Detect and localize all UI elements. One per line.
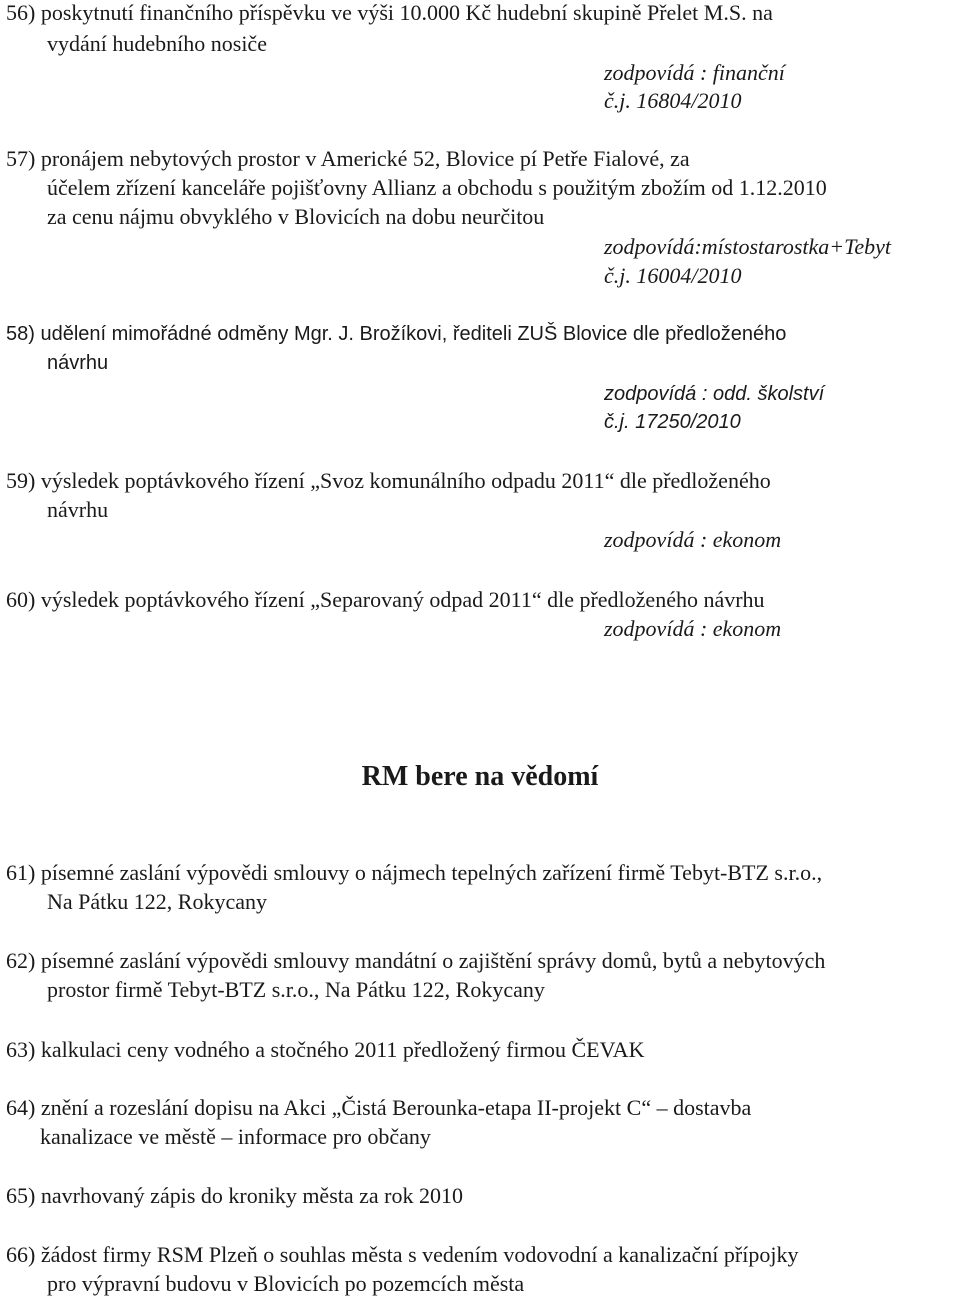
item-59-responsible: zodpovídá : ekonom <box>604 527 782 552</box>
note-62-line-1: 62) písemné zaslání výpovědi smlouvy mandátní o zajištění správy domů, bytů a nebytových <box>6 948 826 973</box>
note-64-line-2: kanalizace ve městě – informace pro občany <box>40 1124 431 1149</box>
item-57-line-3: za cenu nájmu obvyklého v Blovicích na dobu neurčitou <box>47 204 545 229</box>
item-58-reference: č.j. 17250/2010 <box>604 411 741 433</box>
item-59-line-1: 59) výsledek poptávkového řízení „Svoz komunálního odpadu 2011“ dle předloženého <box>6 468 771 493</box>
item-56-reference: č.j. 16804/2010 <box>604 88 742 113</box>
item-58-responsible: zodpovídá : odd. školství <box>604 383 825 405</box>
item-58-line-1: 58) udělení mimořádné odměny Mgr. J. Brožíkovi, řediteli ZUŠ Blovice dle předloženého <box>6 323 787 345</box>
item-57-line-1: 57) pronájem nebytových prostor v Americké 52, Blovice pí Petře Fialové, za <box>6 146 690 171</box>
note-63-line-1: 63) kalkulaci ceny vodného a stočného 2011 předložený firmou ČEVAK <box>6 1037 645 1062</box>
item-57-responsible: zodpovídá:místostarostka+Tebyt <box>604 234 891 259</box>
note-65-line-1: 65) navrhovaný zápis do kroniky města za rok 2010 <box>6 1183 463 1208</box>
note-66-line-2: pro výpravní budovu v Blovicích po pozemcích města <box>47 1271 525 1296</box>
item-58-line-2: návrhu <box>47 352 109 374</box>
item-57-reference: č.j. 16004/2010 <box>604 263 742 288</box>
item-57-line-2: účelem zřízení kanceláře pojišťovny Allianz a obchodu s použitým zbožím od 1.12.2010 <box>47 175 827 200</box>
note-64-line-1: 64) znění a rozeslání dopisu na Akci „Čistá Berounka-etapa II-projekt C“ – dostavba <box>6 1095 752 1120</box>
item-60-line-1: 60) výsledek poptávkového řízení „Separovaný odpad 2011“ dle předloženého návrhu <box>6 587 765 612</box>
note-61-line-1: 61) písemné zaslání výpovědi smlouvy o nájmech tepelných zařízení firmě Tebyt-BTZ s.r.o., <box>6 860 823 885</box>
note-61-line-2: Na Pátku 122, Rokycany <box>47 889 267 914</box>
note-66-line-1: 66) žádost firmy RSM Plzeň o souhlas města s vedením vodovodní a kanalizační přípojky <box>6 1242 799 1267</box>
item-56-line-2: vydání hudebního nosiče <box>47 31 267 56</box>
item-59-line-2: návrhu <box>47 497 109 522</box>
item-56-line-1: 56) poskytnutí finančního příspěvku ve výši 10.000 Kč hudební skupině Přelet M.S. na <box>6 0 773 25</box>
item-56-responsible: zodpovídá : finanční <box>604 60 785 85</box>
note-62-line-2: prostor firmě Tebyt-BTZ s.r.o., Na Pátku 122, Rokycany <box>47 977 545 1002</box>
section-heading: RM bere na vědomí <box>361 761 599 792</box>
item-60-responsible: zodpovídá : ekonom <box>604 616 782 641</box>
